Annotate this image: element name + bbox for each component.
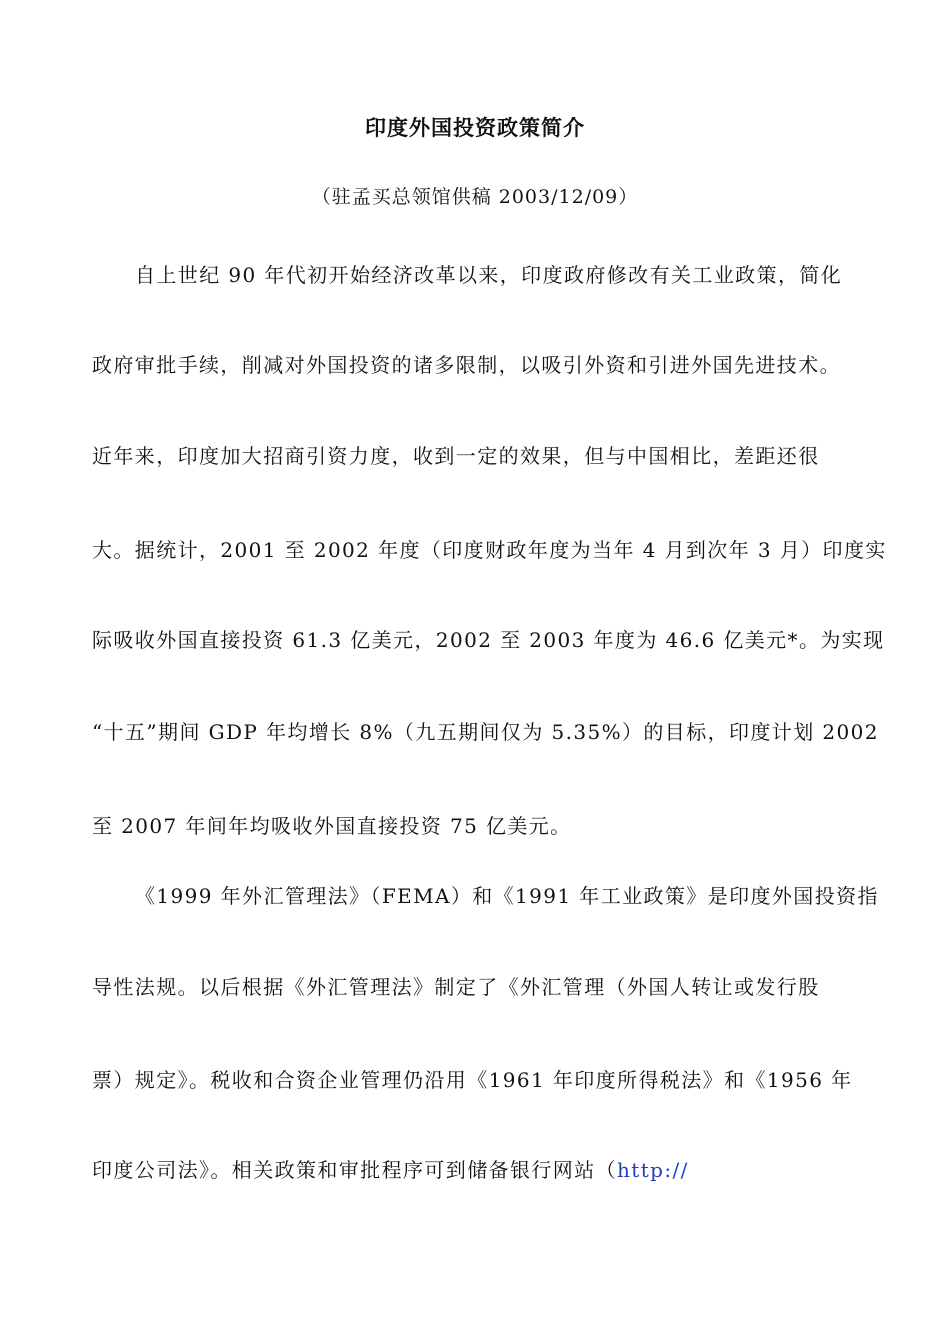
paragraph-1-line-4: 大。据统计，2001 至 2002 年度（印度财政年度为当年 4 月到次年 3 月）印度实 xyxy=(92,538,887,562)
paragraph-2-line-4-text: 印度公司法》。相关政策和审批程序可到储备银行网站（ xyxy=(92,1158,617,1182)
paragraph-1-line-6: “十五”期间 GDP 年均增长 8%（九五期间仅为 5.35%）的目标，印度计划 2002 xyxy=(92,720,879,744)
paragraph-1-line-2: 政府审批手续，削减对外国投资的诸多限制，以吸引外资和引进外国先进技术。 xyxy=(92,353,841,377)
paragraph-1-line-1: 自上世纪 90 年代初开始经济改革以来，印度政府修改有关工业政策，简化 xyxy=(135,263,843,287)
paragraph-2-line-4 xyxy=(92,1154,862,1183)
document-title: 印度外国投资政策简介 xyxy=(365,115,585,140)
paragraph-2-line-3: 票）规定》。税收和合资企业管理仍沿用《1961 年印度所得税法》和《1956 年 xyxy=(92,1068,853,1092)
paragraph-1-line-7: 至 2007 年间年均吸收外国直接投资 75 亿美元。 xyxy=(92,814,572,838)
website-link[interactable]: http:// xyxy=(617,1158,689,1182)
paragraph-2-line-2: 导性法规。以后根据《外汇管理法》制定了《外汇管理（外国人转让或发行股 xyxy=(92,975,820,999)
paragraph-2-line-1: 《1999 年外汇管理法》（FEMA）和《1991 年工业政策》是印度外国投资指 xyxy=(135,884,879,908)
paragraph-1-line-5: 际吸收外国直接投资 61.3 亿美元，2002 至 2003 年度为 46.6 亿美元*。为实现 xyxy=(92,628,885,652)
paragraph-1-line-3: 近年来，印度加大招商引资力度，收到一定的效果，但与中国相比，差距还很 xyxy=(92,444,820,468)
document-subtitle: （驻孟买总领馆供稿 2003/12/09） xyxy=(311,186,639,208)
